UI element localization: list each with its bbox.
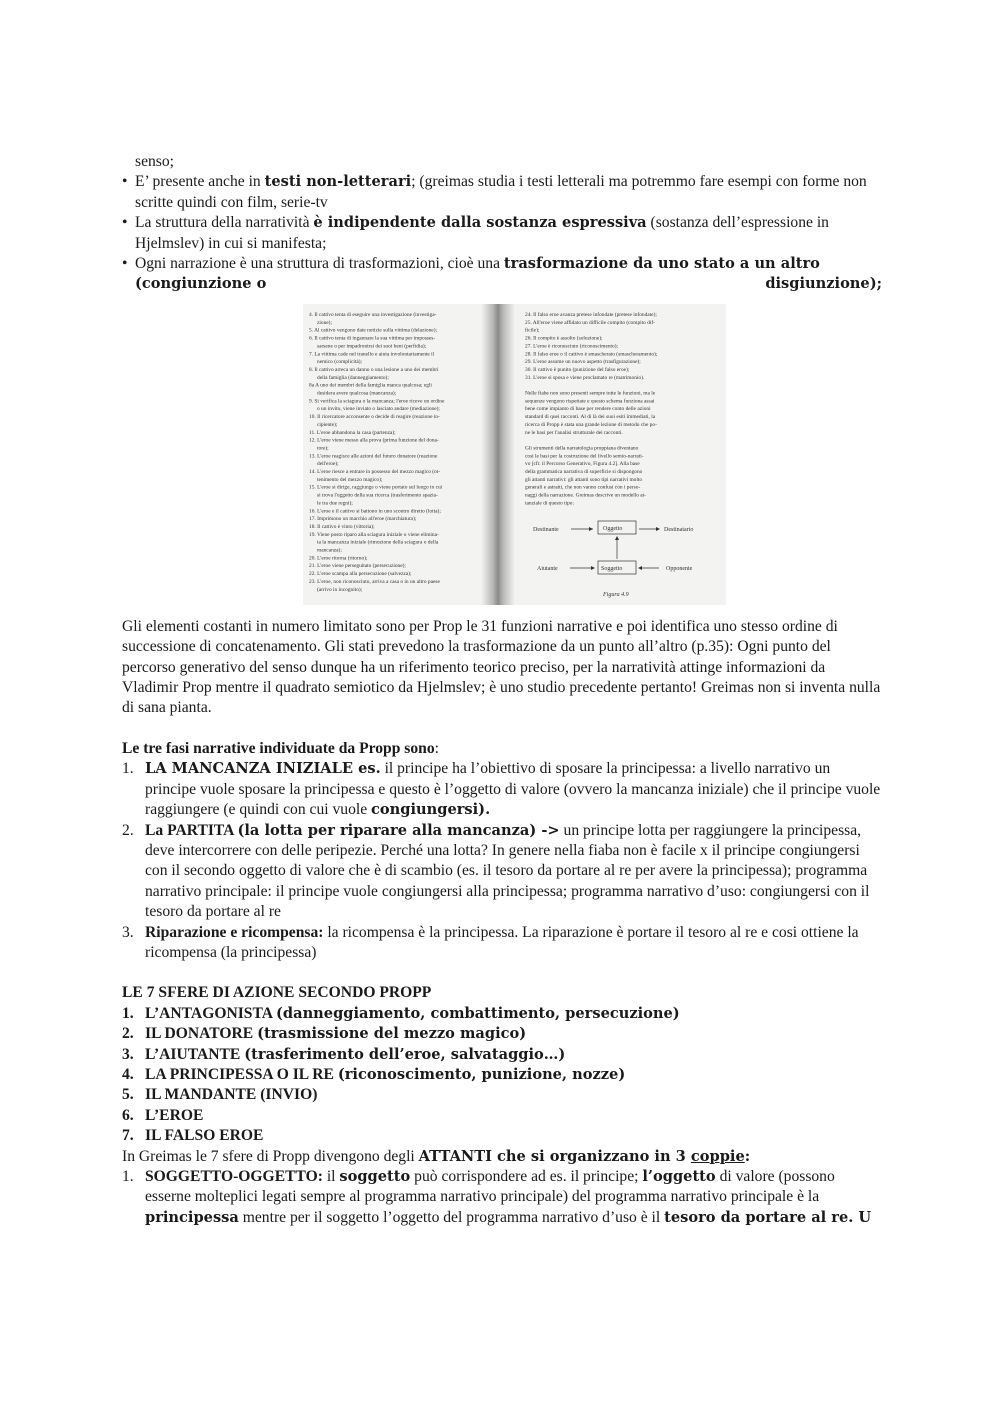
book-line: 30. Il cattivo è punito (punizione del falso eroe); bbox=[525, 366, 630, 373]
bullet-dot: • bbox=[122, 214, 128, 232]
book-line: ricerca di Propp è stata una grande lezione di metodo che po- bbox=[525, 421, 657, 428]
book-line: 8a A uno dei membri della famiglia manca qualcosa; egli bbox=[309, 382, 432, 389]
book-line: 18. Il cattivo è vinto (vittoria); bbox=[309, 523, 375, 530]
book-line: gli attanti narrativi: gli attanti sono tipi narrativi molto bbox=[525, 476, 643, 483]
list-item: 2. La PARTITA (la lotta per riparare alla mancanza) -> un principe lotta per raggiungere la principessa, deve intercorrere con delle peripezie. Perché una lotta? In genere nella fiaba non è facile x il principe congiungersi con il secondo oggetto di valore che è di scambio (es. il tesoro da portare al re per avere la principessa); programma narrativo principale: il principe vuole congiungersi alla principessa; programma narrativo d’uso: congiungersi con il tesoro da portare al re bbox=[122, 821, 870, 921]
diagram-oggetto: Oggetto bbox=[603, 526, 623, 532]
book-line: Nelle fiabe non sono presenti sempre tutte le funzioni, ma le bbox=[525, 390, 656, 397]
book-line: 25. All'eroe viene affidato un difficile compito (compito dif- bbox=[525, 319, 655, 326]
body-paragraph: Gli elementi costanti in numero limitato sono per Prop le 31 funzioni narrative e poi identifica uno stesso ordine di successione di concatenamento. Gli stati prevedono la trasformazione da un punto all’altro (p.35): Ogni punto del percorso generativo del senso dunque ha un riferimento teorico preciso, per la narratività attinge informazioni da Vladimir Prop mentre il quadrato semiotico da Hjelmslev; è uno studio precedente pertanto! Greimas non si inventa nulla di sana pianta. bbox=[122, 617, 881, 717]
sfera-item: 4. LA PRINCIPESSA O IL RE (riconoscimento, punizione, nozze) bbox=[122, 1065, 626, 1083]
list-item: 1. LA MANCANZA INIZIALE es. il principe ha l’obiettivo di sposare la principessa: a livello narrativo un principe vuole sposare la principessa e questo è l’oggetto di valore (ovvero la mancanza iniziale) che il principe vuole raggiungere (e quindi con cui vuole congiungersi). bbox=[122, 760, 881, 819]
book-line: 31. L'eroe si sposa e viene proclamato re (matrimonio). bbox=[525, 374, 645, 381]
book-line: tore); bbox=[317, 445, 329, 452]
sfera-item: 1. L’ANTAGONISTA (danneggiamento, combattimento, persecuzione) bbox=[122, 1004, 680, 1022]
book-line: 5. Al cattivo vengono date notizie sulla vittima (delazione); bbox=[309, 327, 437, 334]
book-line: dell'eroe); bbox=[317, 461, 339, 468]
figure-caption: Figura 4.9 bbox=[603, 592, 629, 598]
sfera-item: 3. L’AIUTANTE (trasferimento dell’eroe, salvataggio…) bbox=[122, 1045, 566, 1063]
sfere-list bbox=[122, 1004, 882, 1147]
book-line: bene come impianto di base per rendere conto delle azioni bbox=[525, 406, 651, 413]
book-line: ficile); bbox=[525, 327, 540, 334]
bullet-item: • La struttura della narratività è indipendente dalla sostanza espressiva (sostanza dell’espressione in Hjelmslev) in cui si manifesta; bbox=[122, 214, 829, 252]
book-line: 10. Il ricercatore acconsente o decide di reagire (reazione in- bbox=[309, 414, 440, 421]
book-line: le tra due regni); bbox=[317, 500, 353, 507]
book-line: nemico (complicità); bbox=[317, 359, 363, 366]
book-line: 7. La vittima cade nel tranello e aiuta involontariamente il bbox=[309, 351, 435, 358]
book-line: tenimento del mezzo magico); bbox=[317, 476, 383, 483]
split-line: (congiunzione o disgiunzione); bbox=[135, 275, 882, 293]
book-line: 12. L'eroe viene messo alla prova (prima funzione del dona- bbox=[309, 437, 439, 444]
book-line: mancanza); bbox=[317, 547, 342, 554]
book-line: sarsene o per impadronirsi dei suoi beni (perfidia); bbox=[317, 343, 427, 350]
diagram-opponente: Opponente bbox=[666, 566, 693, 572]
book-line: cipiente); bbox=[317, 421, 338, 428]
list-item: 3. Riparazione e ricompensa: la ricompensa è la principessa. La riparazione è portare il tesoro al re e cosi ottiene la ricompensa (la principessa) bbox=[122, 923, 859, 961]
book-line: 17. Imprimono un marchio all'eroe (marchiatura); bbox=[309, 516, 417, 523]
book-line: 13. L'eroe reagisce alle azioni del futuro donatore (reazione bbox=[309, 453, 438, 460]
sfera-item: 7. IL FALSO EROE bbox=[122, 1127, 264, 1145]
book-line: della grammatica narrativa di superficie si dispongono bbox=[525, 469, 643, 475]
book-line: sequenze vengono rispettate e questo schema funziona assai bbox=[525, 398, 655, 405]
fasi-heading: Le tre fasi narrative individuate da Propp sono: bbox=[122, 739, 439, 757]
book-line: zione); bbox=[317, 319, 332, 326]
book-line: naggi della narrazione. Greimas descrive un modello at- bbox=[525, 492, 646, 499]
book-line: o un invito, viene inviato o lasciato andare (mediazione); bbox=[317, 406, 440, 413]
book-line: standard di quei racconti. Al di là dei suoi esiti immediati, la bbox=[525, 414, 656, 421]
diagram-destinatario: Destinatario bbox=[664, 527, 694, 533]
sfera-item: 5. IL MANDANTE (INVIO) bbox=[122, 1086, 318, 1104]
book-line: 28. Il falso eroe o il cattivo è smascherato (smascheramento); bbox=[525, 351, 658, 358]
book-line: della famiglia (danneggiamento); bbox=[317, 374, 389, 381]
sfera-item: 2. IL DONATORE (trasmissione del mezzo magico) bbox=[122, 1025, 527, 1043]
book-line: (arrivo in incognito); bbox=[317, 586, 363, 593]
book-line: ne le basi per l'analisi strutturale dei racconti. bbox=[525, 429, 623, 436]
book-scan-image bbox=[303, 304, 726, 605]
book-line: 16. L'eroe e il cattivo si battono in uno scontro diretto (lotta); bbox=[309, 508, 441, 515]
book-line: 9. Si verifica la sciagura o la mancanza; l'eroe riceve un ordine bbox=[309, 398, 445, 405]
book-line: Gli strumenti della narratologia proppiana diventano bbox=[525, 445, 639, 452]
list-item: 1. SOGGETTO-OGGETTO: il soggetto può corrispondere ad es. il principe; l’oggetto di valore (possono esserne molteplici legati sempre al programma narrativo principale) del programma narrativo principale è la principessa mentre per il soggetto l’oggetto del programma narrativo d’uso è il tesoro da portare al re. U bbox=[122, 1168, 872, 1226]
book-line: 11. L'eroe abbandona la casa (partenza); bbox=[309, 429, 396, 436]
book-line: 24. Il falso eroe avanza pretese infondate (pretese infondate); bbox=[525, 312, 657, 318]
diagram-destinante: Destinante bbox=[533, 527, 559, 533]
greimas-intro: In Greimas le 7 sfere di Propp divengono degli ATTANTI che si organizzano in 3 coppie: bbox=[122, 1147, 751, 1165]
book-line: così le basi per la costruzione del livello semio-narrati- bbox=[525, 453, 644, 460]
book-line: 20. L'eroe ritorna (ritorno); bbox=[309, 555, 368, 562]
sfera-item: 6. L’EROE bbox=[122, 1106, 204, 1124]
book-line: tanziale di questo tipo: bbox=[525, 500, 574, 507]
book-line: si trova l'oggetto della sua ricerca (trasferimento spazia- bbox=[317, 492, 438, 499]
bullet-item: • Ogni narrazione è una struttura di trasformazioni, cioè una trasformazione da uno stato a un altro (congiunzione o disgiunzione); bbox=[122, 254, 882, 295]
book-line: desidera avere qualcosa (mancanza); bbox=[317, 390, 397, 397]
book-line: 4. Il cattivo tenta di eseguire una investigazione (investiga- bbox=[309, 312, 437, 318]
book-line: 8. Il cattivo arreca un danno o una lesione a uno dei membri bbox=[309, 366, 439, 373]
book-line: 27. L'eroe è riconosciuto (riconoscimento); bbox=[525, 343, 619, 350]
book-line: 23. L'eroe, non riconosciuto, arriva a casa o in un altro paese bbox=[309, 578, 440, 585]
book-line: vo [cfr. il Percorso Generativo, Figura 4.2]. Alla base bbox=[525, 461, 640, 468]
continuation-line: senso; bbox=[135, 153, 174, 170]
sfere-heading: LE 7 SFERE DI AZIONE SECONDO PROPP bbox=[122, 984, 432, 1002]
book-line: 15. L'eroe si dirige, raggiunge o viene portato sul luogo in cui bbox=[309, 484, 443, 491]
book-line: generali e astratti, che non vanno confusi con i perso- bbox=[525, 484, 641, 491]
diagram-aiutante: Aiutante bbox=[537, 566, 558, 572]
bullet-item: • E’ presente anche in testi non-letterari; (greimas studia i testi letterali ma potremmo fare esempi con forme non scritte quindi con film, serie-tv bbox=[122, 173, 867, 211]
bullet-dot: • bbox=[122, 173, 128, 191]
book-line: 19. Viene posto riparo alla sciagura iniziale o viene elimina- bbox=[309, 531, 439, 538]
book-line: 21. L'eroe viene perseguitato (persecuzione); bbox=[309, 563, 406, 570]
book-line: 14. L'eroe riesce a entrare in possesso del mezzo magico (ot- bbox=[309, 469, 441, 475]
book-line: ta la mancanza iniziale (rimozione della sciagura o della bbox=[317, 539, 439, 546]
diagram-soggetto: Soggetto bbox=[601, 566, 623, 572]
book-line: 6. Il cattivo tenta di ingannare la sua vittima per imposses- bbox=[309, 335, 436, 342]
bullet-dot: • bbox=[122, 255, 128, 273]
book-line: 29. L'eroe assume un nuovo aspetto (trasfigurazione); bbox=[525, 359, 641, 366]
book-line: 26. Il compito è assolto (soluzione); bbox=[525, 335, 603, 342]
book-line: 22. L'eroe scampa alla persecuzione (salvezza); bbox=[309, 571, 412, 578]
